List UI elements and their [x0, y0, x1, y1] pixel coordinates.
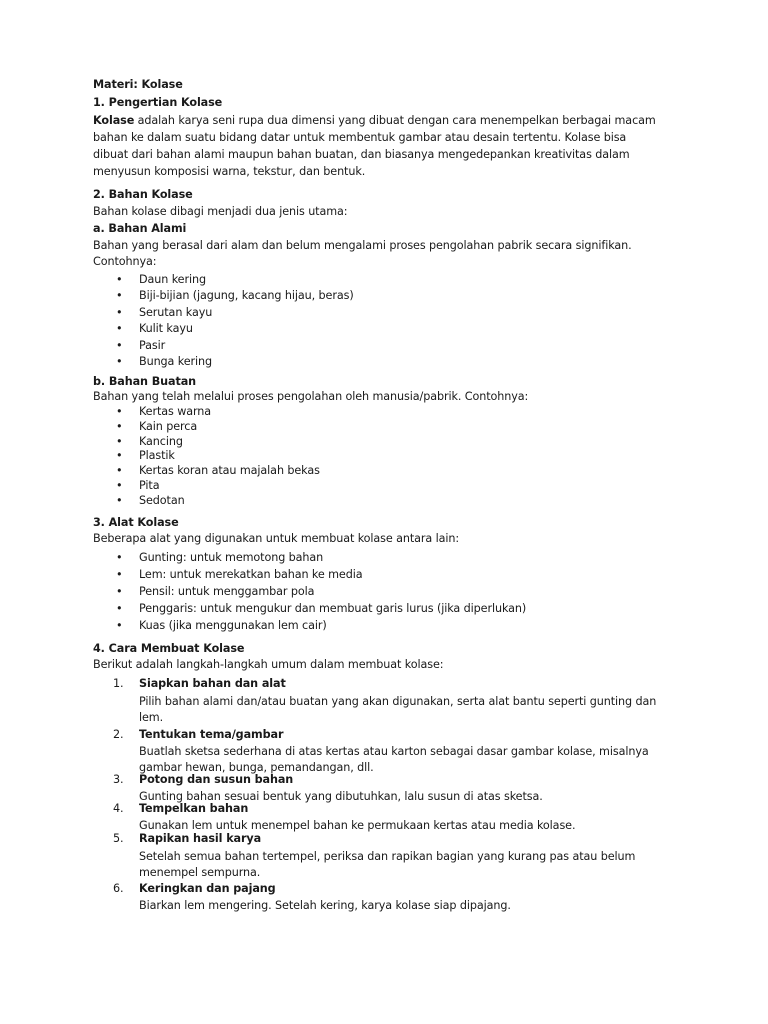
bullet-marker: •: [116, 289, 123, 303]
list-item: [93, 435, 693, 450]
step-title: Siapkan bahan dan alat: [139, 677, 286, 690]
list-item-text: Penggaris: untuk mengukur dan membuat garis lurus (jika diperlukan): [139, 602, 527, 615]
bullet-marker: •: [116, 493, 123, 507]
bullet-marker: •: [116, 273, 123, 286]
list-item-text: Biji-bijian (jagung, kacang hijau, beras): [139, 289, 354, 303]
step-description-line: Pilih bahan alami dan/atau buatan yang akan digunakan, serta alat bantu seperti gunting dan: [139, 694, 657, 708]
list-item: [93, 338, 693, 354]
list-item: [93, 549, 693, 566]
step-description-line: Gunakan lem untuk menempel bahan ke permukaan kertas atau media kolase.: [139, 818, 576, 832]
bahan-alami-desc: Bahan yang berasal dari alam dan belum mengalami proses pengolahan pabrik secara signifikan.: [93, 239, 632, 252]
bullet-marker: •: [116, 355, 123, 369]
bullet-marker: •: [116, 551, 123, 564]
list-item: [93, 617, 693, 634]
step-title: Tentukan tema/gambar: [139, 728, 284, 741]
step-number: 6.: [113, 882, 124, 895]
bullet-marker: •: [116, 602, 123, 615]
section-3-heading: 3. Alat Kolase: [93, 516, 179, 529]
step-number: 5.: [113, 832, 124, 845]
paragraph-line-4: menyusun komposisi warna, tekstur, dan bentuk.: [93, 165, 366, 178]
paragraph-line-1-rest: adalah karya seni rupa dua dimensi yang dibuat dengan cara menempelkan berbagai macam: [134, 114, 656, 127]
list-item-text: Kertas koran atau majalah bekas: [139, 464, 320, 478]
list-item-text: Kain perca: [139, 419, 198, 433]
step-title-row: [93, 881, 693, 898]
list-item-text: Pita: [139, 478, 160, 492]
list-item: [93, 583, 693, 600]
list-item: [93, 479, 693, 494]
list-item-text: Serutan kayu: [139, 305, 213, 319]
step-description-line: lem.: [139, 711, 164, 724]
list-item-text: Plastik: [139, 449, 175, 463]
list-item-text: Kancing: [139, 434, 183, 448]
list-item: [93, 464, 693, 479]
bullet-marker: •: [116, 305, 123, 319]
term-kolase: Kolase: [93, 114, 135, 127]
list-item: [93, 449, 693, 464]
step-title-row: [93, 801, 693, 818]
list-item-text: Kulit kayu: [139, 322, 193, 336]
section-4-heading: 4. Cara Membuat Kolase: [93, 642, 245, 655]
bullet-marker: •: [116, 338, 123, 352]
list-item: [93, 305, 693, 321]
step-item: [93, 676, 693, 727]
step-description-line: Gunting bahan sesuai bentuk yang dibutuhkan, lalu susun di atas sketsa.: [139, 789, 543, 803]
bullet-marker: •: [116, 568, 123, 581]
step-number: 1.: [113, 677, 124, 690]
list-item: [93, 600, 693, 617]
list-item-text: Pensil: untuk menggambar pola: [139, 585, 315, 598]
list-item: [93, 566, 693, 583]
bahan-buatan-list: [93, 405, 693, 509]
bullet-marker: •: [116, 434, 123, 448]
bahan-buatan-desc: Bahan yang telah melalui proses pengolahan oleh manusia/pabrik. Contohnya:: [93, 390, 529, 403]
bullet-marker: •: [116, 464, 123, 478]
list-item-text: Pasir: [139, 338, 166, 352]
list-item-text: Lem: untuk merekatkan bahan ke media: [139, 568, 363, 581]
document-title: Materi: Kolase: [93, 78, 183, 91]
bullet-marker: •: [116, 405, 123, 418]
list-item: [93, 420, 693, 435]
bullet-marker: •: [116, 585, 123, 598]
section-4-intro: Berikut adalah langkah-langkah umum dalam membuat kolase:: [93, 658, 444, 671]
section-1-paragraph: [93, 112, 693, 180]
step-item: [93, 801, 693, 834]
step-title-row: [93, 772, 693, 789]
list-item: [93, 321, 693, 337]
step-title: Tempelkan bahan: [139, 802, 249, 815]
alat-list: [93, 549, 693, 634]
list-item: [93, 354, 693, 370]
paragraph-line-3: dibuat dari bahan alami maupun bahan buatan, dan biasanya mengedepankan kreativitas dalam: [93, 148, 630, 161]
step-description-line: Setelah semua bahan tertempel, periksa dan rapikan bagian yang kurang pas atau belum: [139, 849, 636, 863]
bahan-alami-list: [93, 272, 693, 370]
step-item: [93, 881, 693, 914]
bullet-marker: •: [116, 322, 123, 336]
list-item-text: Sedotan: [139, 493, 185, 507]
step-description-line: menempel sempurna.: [139, 866, 261, 879]
section-2-heading: 2. Bahan Kolase: [93, 188, 193, 201]
paragraph-line-2: bahan ke dalam suatu bidang datar untuk membentuk gambar atau desain tertentu. Kolase bisa: [93, 131, 627, 144]
step-description-line: Biarkan lem mengering. Setelah kering, karya kolase siap dipajang.: [139, 898, 511, 912]
list-item-text: Bunga kering: [139, 355, 213, 369]
step-title-row: [93, 727, 693, 744]
step-description-line: gambar hewan, bunga, pemandangan, dll.: [139, 761, 374, 774]
step-description-line: Buatlah sketsa sederhana di atas kertas atau karton sebagai dasar gambar kolase, misalnya: [139, 744, 649, 758]
bahan-alami-examples-label: Contohnya:: [93, 255, 157, 268]
section-2-intro: Bahan kolase dibagi menjadi dua jenis utama:: [93, 205, 348, 218]
list-item-text: Kuas (jika menggunakan lem cair): [139, 619, 327, 632]
step-title-row: [93, 676, 693, 693]
step-title: Rapikan hasil karya: [139, 832, 262, 845]
step-item: [93, 727, 693, 777]
bullet-marker: •: [116, 419, 123, 433]
section-3-intro: Beberapa alat yang digunakan untuk membuat kolase antara lain:: [93, 532, 460, 545]
list-item: [93, 405, 693, 420]
list-item-text: Gunting: untuk memotong bahan: [139, 551, 324, 564]
step-number: 4.: [113, 802, 124, 815]
step-title: Keringkan dan pajang: [139, 882, 276, 895]
step-item: [93, 831, 693, 882]
step-title: Potong dan susun bahan: [139, 773, 294, 786]
list-item: [93, 272, 693, 288]
bahan-buatan-heading: b. Bahan Buatan: [93, 375, 197, 388]
list-item: [93, 494, 693, 509]
bullet-marker: •: [116, 449, 123, 463]
bahan-alami-heading: a. Bahan Alami: [93, 222, 187, 235]
step-title-row: [93, 831, 693, 848]
step-number: 2.: [113, 728, 124, 741]
bullet-marker: •: [116, 619, 123, 632]
list-item: [93, 288, 693, 304]
paragraph-line: [93, 112, 693, 129]
bullet-marker: •: [116, 478, 123, 492]
list-item-text: Kertas warna: [139, 405, 212, 418]
step-number: 3.: [113, 773, 124, 786]
list-item-text: Daun kering: [139, 273, 206, 286]
section-1-heading: 1. Pengertian Kolase: [93, 96, 223, 109]
